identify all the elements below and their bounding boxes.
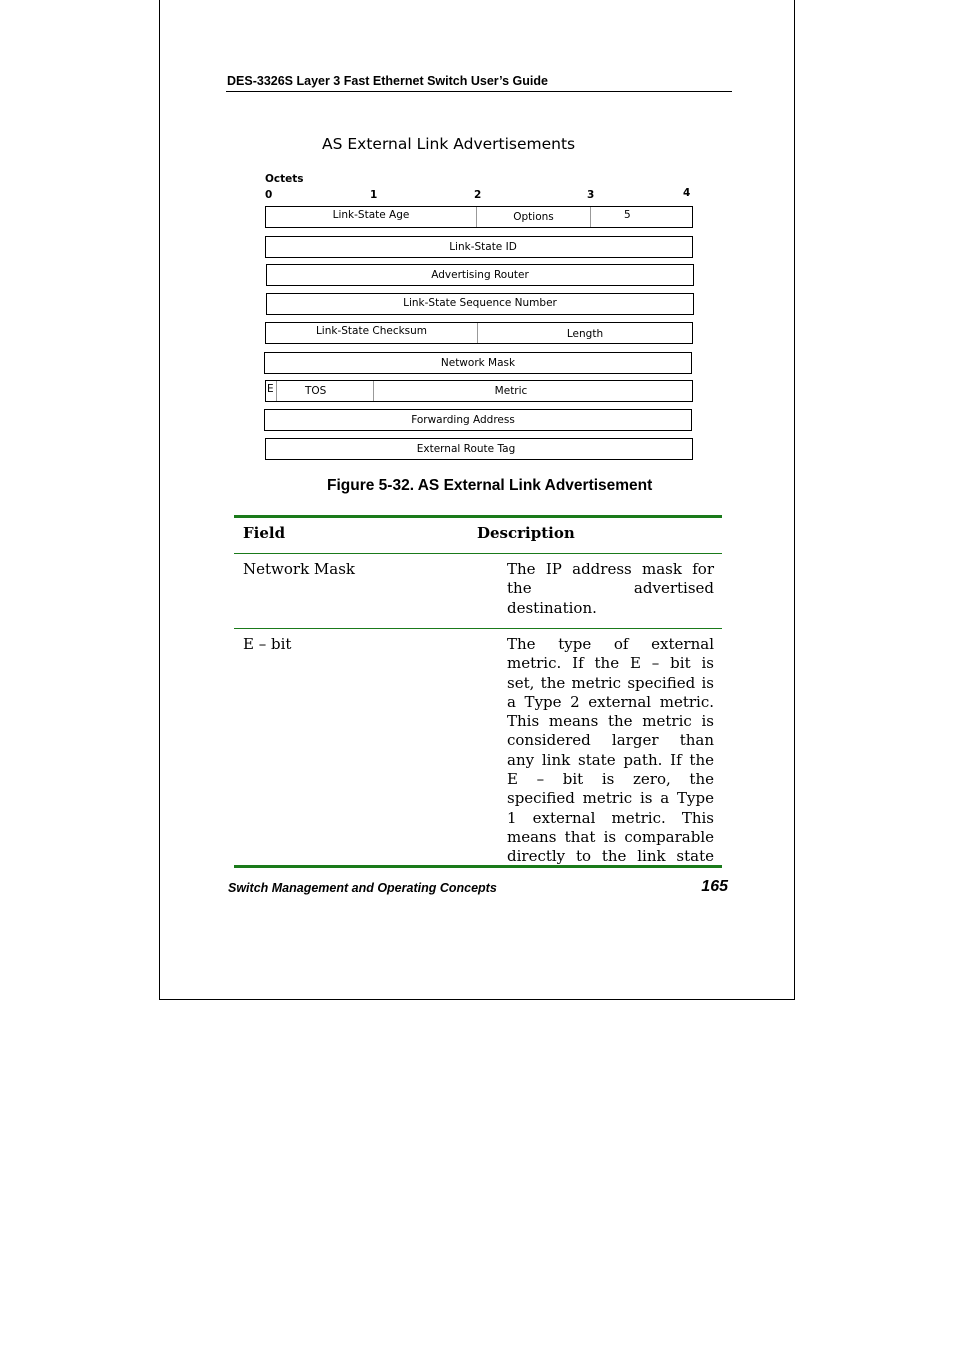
- figure-caption: Figure 5-32. AS External Link Advertisement: [327, 477, 653, 494]
- table-cell-description: The type of external metric. If the E – bit is set, the metric specified is a Type 2 external metric. This means the metric is considered larger than any link state path. If the E – bit is zero, the specified metric is a Type 1 external metric. This means that is comparable directly to the link state: [507, 635, 714, 866]
- table-bottom-rule: [234, 865, 722, 868]
- diagram-cell: Link-State Sequence Number: [403, 297, 557, 309]
- table-cell-field: E – bit: [243, 635, 292, 653]
- table-cell-field: Network Mask: [243, 560, 356, 578]
- octet-number: 0: [265, 189, 273, 201]
- table-top-rule: [234, 515, 722, 518]
- octet-number: 3: [587, 189, 595, 201]
- diagram-row: [265, 438, 693, 460]
- diagram-cell: Link-State Checksum: [315, 325, 428, 337]
- diagram-cell: Options: [476, 207, 590, 227]
- diagram-row: [266, 264, 694, 286]
- diagram-cell: Metric: [373, 381, 692, 401]
- diagram-row: [264, 409, 692, 431]
- table-header-rule: [234, 553, 722, 554]
- header-rule: [226, 91, 732, 92]
- table-header-field: Field: [243, 524, 286, 542]
- table-row-rule: [234, 628, 722, 629]
- footer-page-number: 165: [701, 878, 728, 895]
- diagram-row: [265, 322, 693, 344]
- diagram-cell: Length: [477, 323, 692, 343]
- table-header-description: Description: [477, 524, 575, 542]
- diagram-cell: 5: [590, 207, 692, 227]
- diagram-row: [265, 206, 693, 228]
- octets-label: Octets: [265, 173, 304, 185]
- diagram-row: [265, 236, 693, 258]
- octet-number: 2: [474, 189, 482, 201]
- diagram-cell: Link-State ID: [449, 241, 517, 253]
- octet-number: 1: [370, 189, 378, 201]
- diagram-cell: Link-State Age: [332, 209, 410, 221]
- diagram-cell: TOS: [276, 381, 373, 401]
- footer-section-title: Switch Management and Operating Concepts: [228, 881, 497, 895]
- header-title: DES-3326S Layer 3 Fast Ethernet Switch User’s Guide: [227, 74, 548, 88]
- diagram-row: [264, 352, 692, 374]
- diagram-cell: Advertising Router: [431, 269, 529, 281]
- octet-number: 4: [683, 187, 691, 199]
- diagram-cell: Network Mask: [440, 357, 516, 369]
- diagram-row: [265, 380, 693, 402]
- diagram-title: AS External Link Advertisements: [322, 135, 576, 153]
- diagram-cell: E: [267, 383, 274, 395]
- diagram-cell: Forwarding Address: [411, 414, 515, 426]
- diagram-row: [266, 293, 694, 315]
- diagram-cell: External Route Tag: [416, 443, 516, 455]
- table-cell-description: The IP address mask for the advertised destination.: [507, 560, 714, 617]
